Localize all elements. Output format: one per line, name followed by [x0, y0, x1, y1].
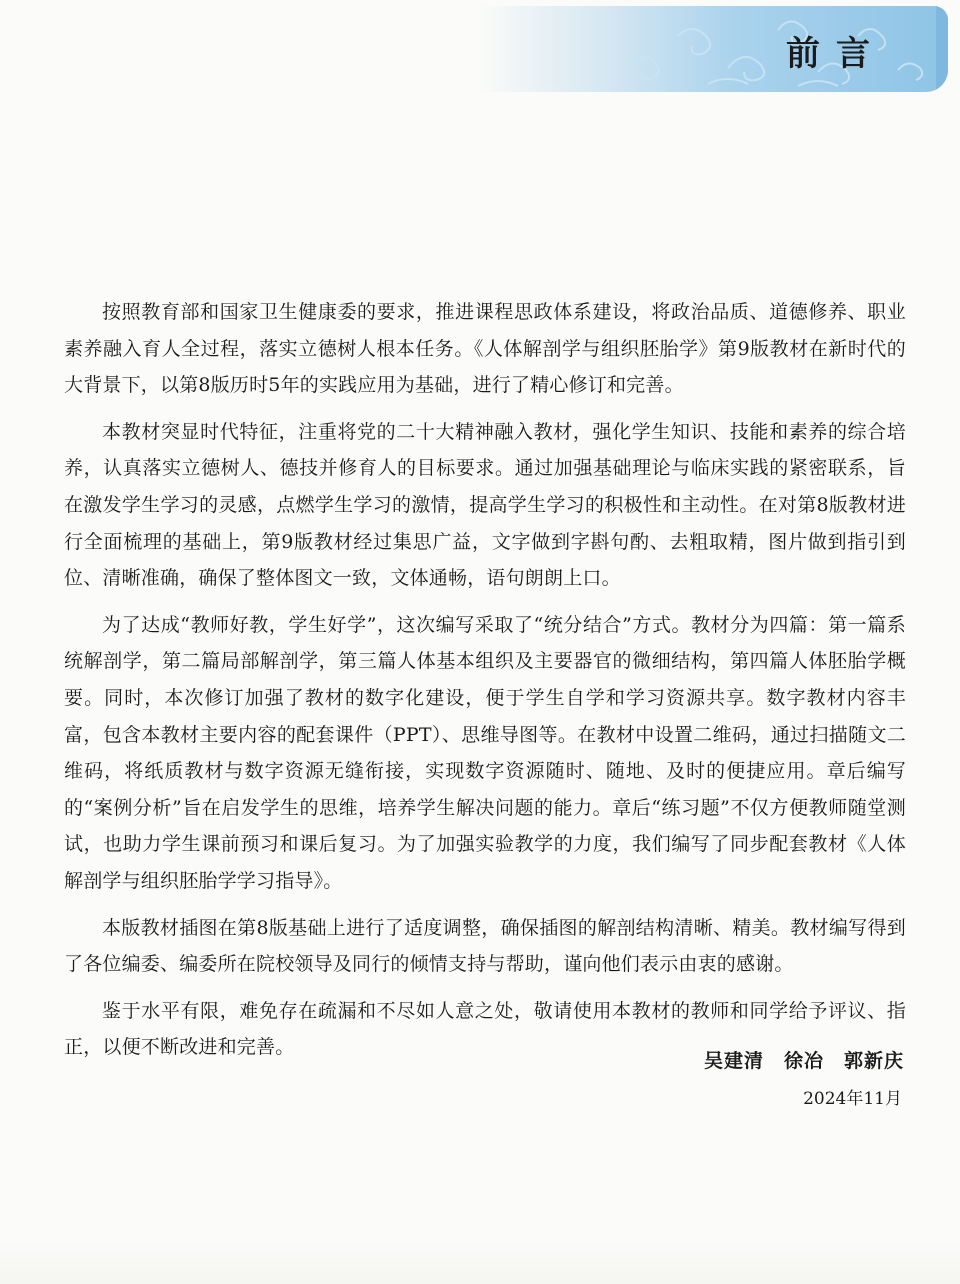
paragraph: 本版教材插图在第8版基础上进行了适度调整，确保插图的解剖结构清晰、精美。教材编写得到了各位编委、编委所在院校领导及同行的倾情支持与帮助，谨向他们表示由衷的感谢。	[64, 916, 906, 976]
paragraph: 按照教育部和国家卫生健康委的要求，推进课程思政体系建设，将政治品质、道德修养、职业素养融入育人全过程，落实立德树人根本任务。《人体解剖学与组织胚胎学》第9版教材在新时代的大背景下，以第8版历时5年的实践应用为基础，进行了精心修订和完善。	[64, 301, 906, 397]
paragraph: 鉴于水平有限，难免存在疏漏和不尽如人意之处，敬请使用本教材的教师和同学给予评议、指正，以便不断改进和完善。	[64, 999, 906, 1059]
paragraph: 为了达成“教师好教，学生好学”，这次编写采取了“统分结合”方式。教材分为四篇：第一篇系统解剖学，第二篇局部解剖学，第三篇人体基本组织及主要器官的微细结构，第四篇人体胚胎学概要。同时，本次修订加强了教材的数字化建设，便于学生自学和学习资源共享。数字教材内容丰富，包含本教材主要内容的配套课件（PPT）、思维导图等。在教材中设置二维码，通过扫描随文二维码，将纸质教材与数字资源无缝衔接，实现数字资源随时、随地、及时的便捷应用。章后编写的“案例分析”旨在启发学生的思维，培养学生解决问题的能力。章后“练习题”不仅方便教师随堂测试，也助力学生课前预习和课后复习。为了加强实验教学的力度，我们编写了同步配套教材《人体解剖学与组织胚胎学学习指导》。	[64, 613, 906, 892]
preface-body	[64, 294, 906, 1066]
author-signature: 吴建清 徐冶 郭新庆	[703, 1050, 904, 1072]
header-edge-strip	[936, 6, 948, 92]
page-bottom-shade	[0, 1244, 960, 1284]
preface-date: 2024年11月	[803, 1089, 902, 1109]
chapter-title: 前言	[786, 34, 886, 74]
paragraph: 本教材突显时代特征，注重将党的二十大精神融入教材，强化学生知识、技能和素养的综合培养，认真落实立德树人、德技并修育人的目标要求。通过加强基础理论与临床实践的紧密联系，旨在激发学生学习的灵感，点燃学生学习的激情，提高学生学习的积极性和主动性。在对第8版教材进行全面梳理的基础上，第9版教材经过集思广益，文字做到字斟句酌、去粗取精，图片做到指引到位、清晰准确，确保了整体图文一致，文体通畅，语句朗朗上口。	[64, 420, 906, 590]
chapter-header-band	[478, 6, 948, 92]
